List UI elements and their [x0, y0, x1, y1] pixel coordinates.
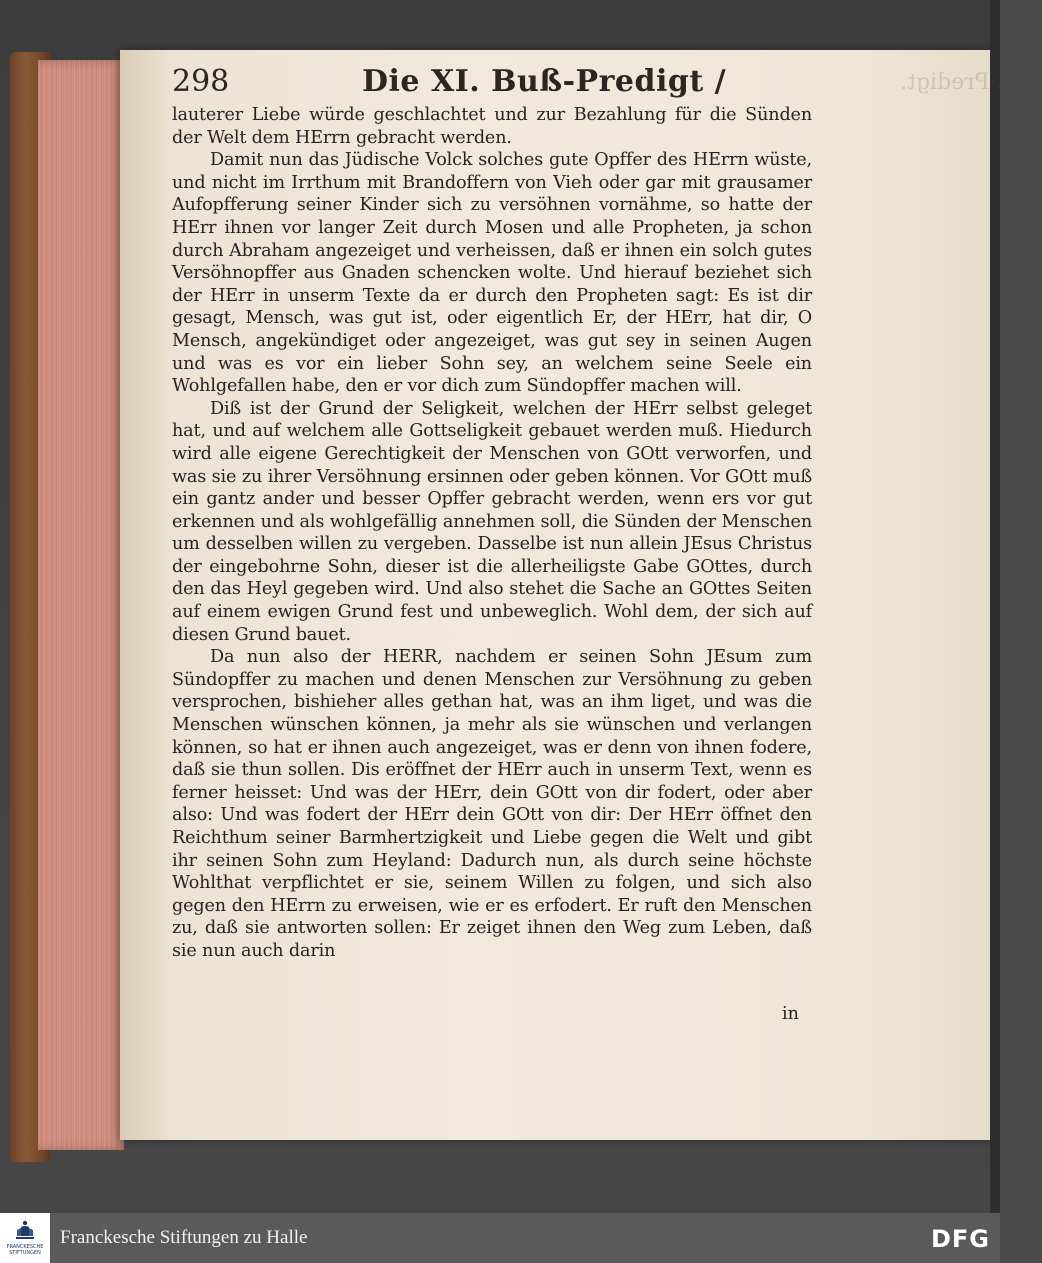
page-number: 298: [172, 64, 230, 99]
catchword: in: [782, 1004, 799, 1024]
bleed-through-text: Buß-Predigt.: [900, 70, 1042, 95]
logo-line: FRANCKESCHE: [6, 1244, 44, 1250]
page-edges: [38, 60, 124, 1150]
institution-name[interactable]: Franckesche Stiftungen zu Halle: [60, 1227, 308, 1248]
logo-caption: [7, 1244, 44, 1256]
orphanage-icon: [15, 1220, 35, 1242]
page-header: [172, 62, 1042, 106]
dfg-logo[interactable]: DFG: [930, 1225, 990, 1253]
running-title: Die XI. Buß-Predigt /: [362, 64, 727, 99]
logo-line: STIFTUNGEN: [9, 1250, 41, 1256]
body-text: [172, 104, 812, 963]
paragraph: Diß ist der Grund der Seligkeit, welchen der HErr selbst geleget hat, und auf welchem alle Gottseligkeit gebauet werden muß. Hiedurch wird alle eigene Gerechtigkeit der Menschen von GOtt verworfen, und was sie zu ihrer Versöhnung ersinnen oder geben können. Vor GOtt muß ein gantz ander und besser Opffer gebracht werden, wenn ers vor gut erkennen und als wohlgefällig annehmen soll, die Sünden der Menschen um desselben willen zu vergeben. Dasselbe ist nun allein JEsus Christus der eingebohrne Sohn, dieser ist die allerheiligste Gabe GOttes, durch den das Heyl gegeben wird. Und also stehet die Sache an GOttes Seiten auf einem ewigen Grund fest und unbeweglich. Wohl dem, der sich auf diesen Grund bauet.: [172, 398, 812, 645]
scan-border: [990, 0, 1000, 1213]
institution-logo[interactable]: [0, 1213, 50, 1263]
paragraph: lauterer Liebe würde geschlachtet und zur Bezahlung für die Sünden der Welt dem HErrn gebracht werden.: [172, 105, 812, 148]
viewer-footer: [0, 1213, 1000, 1263]
paragraph: Da nun also der HERR, nachdem er seinen Sohn JEsum zum Sündopffer zu machen und denen Menschen zur Versöhnung zu geben versprochen, bishieher alles gethan hat, was an ihm liget, und was die Menschen wünschen können, ja mehr als sie wünschen und verlangen können, so hat er ihnen auch angezeiget, was er denn von ihnen fodere, daß sie thun sollen. Dis eröffnet der HErr auch in unserm Text, wenn es ferner heisset: Und was der HErr, dein GOtt von dir fodert, oder aber also: Und was fodert der HErr dein GOtt von dir: Der HErr öffnet den Reichthum seiner Barmhertzigkeit und Liebe gegen die Welt und gibt ihr seinen Sohn zum Heyland: Dadurch nun, als durch seine höchste Wohlthat verpflichtet er sie, seinem Willen zu folgen, und sich also gegen den HErrn zu erweisen, wie er es erfodert. Er ruft den Menschen zu, daß sie antworten sollen: Er zeiget ihnen den Weg zum Leben, daß sie nun auch darin: [172, 647, 812, 961]
paragraph: Damit nun das Jüdische Volck solches gute Opffer des HErrn wüste, und nicht im Irrthum mit Brandoffern von Vieh oder gar mit grausamer Aufopfferung seiner Kinder sich zu versöhnen vornähme, so hatte der HErr ihnen vor langer Zeit durch Mosen und alle Propheten, ja schon durch Abraham angezeiget und verheissen, daß er ihnen ein solch gutes Versöhnopffer aus Gnaden schencken wolte. Und hierauf beziehet sich der HErr in unserm Texte da er durch den Propheten sagt: Es ist dir gesagt, Mensch, was gut ist, oder eigentlich Er, der HErr, hat dir, O Mensch, angekündiget oder angezeiget, was gut sey in seinen Augen und was es vor ein lieber Sohn sey, an welchem seine Seele ein Wohlgefallen habe, den er vor dich zum Sündopffer machen will.: [172, 150, 812, 397]
